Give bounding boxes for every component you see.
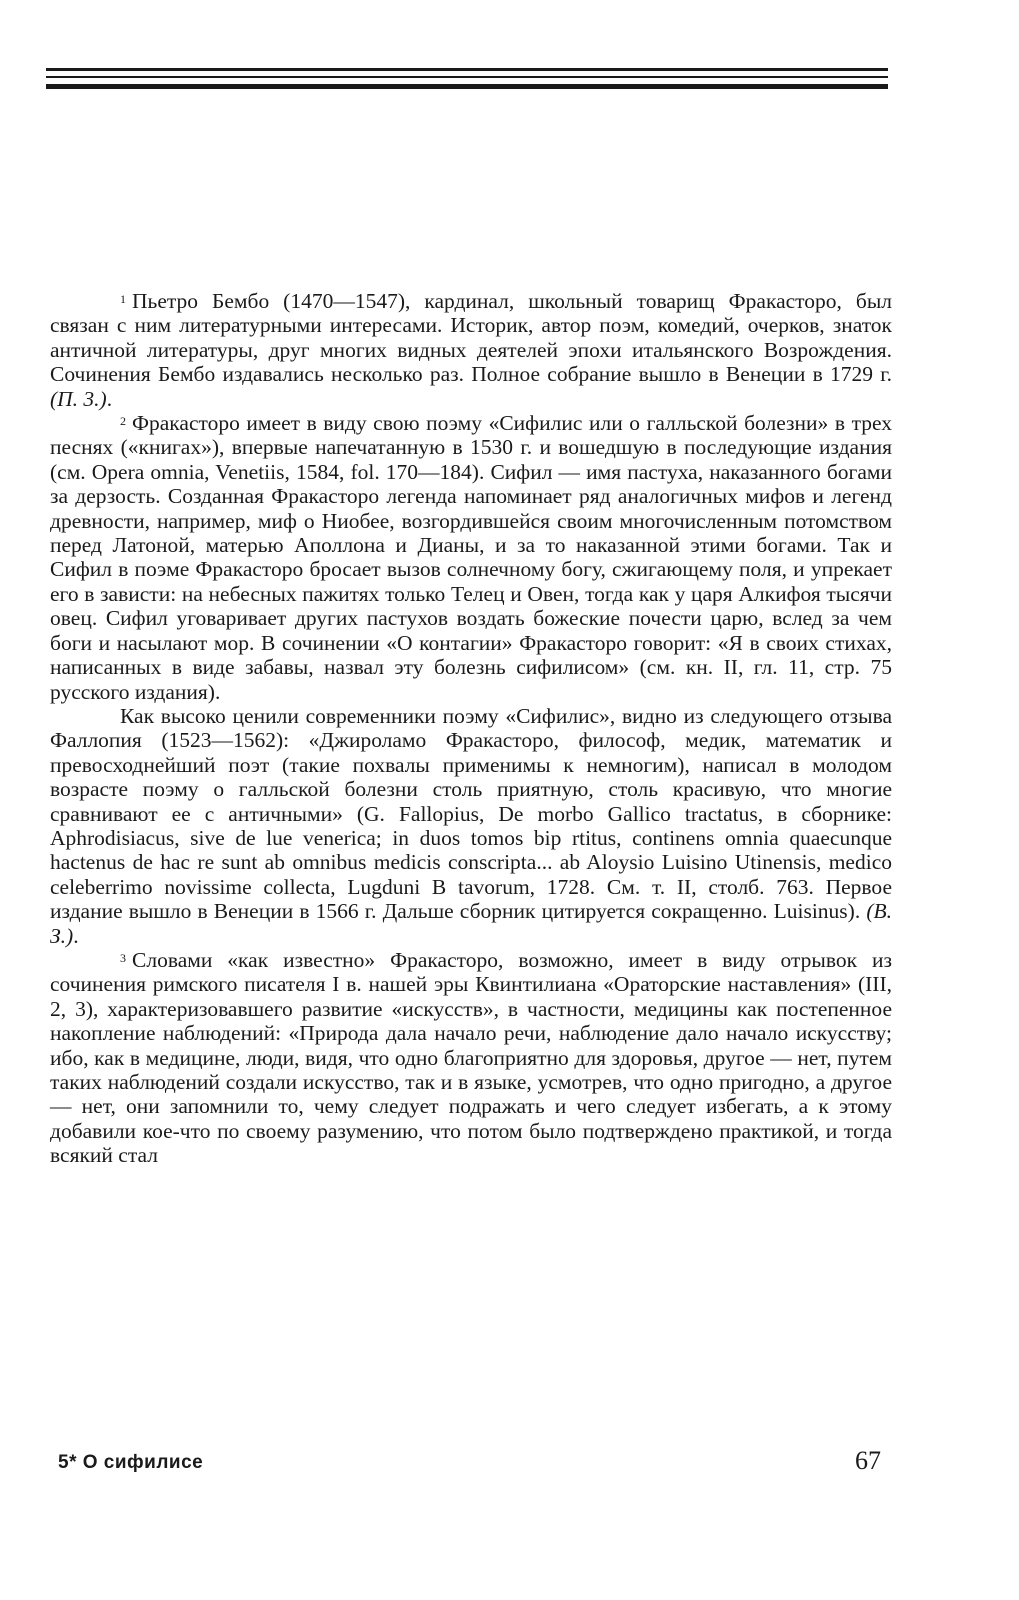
footnote-text-end: . — [106, 386, 113, 411]
header-rule-top — [46, 68, 888, 71]
footnote-1 — [50, 289, 892, 411]
footnotes-body — [50, 289, 892, 1168]
editor-initials: (В. З.) — [50, 899, 892, 948]
footnote-text-end: . — [73, 923, 79, 948]
editor-initials: (П. 3.) — [50, 386, 107, 411]
footnote-text: Как высоко ценили современники поэму «Сифилис», видно из следующего отзыва Фаллопия (1523—1562): «Джироламо Фракасторо, философ, медик, математик и превосходнейший поэт (такие похвалы применимы к немногим), написал в молодом возрасте поэму о галльской болезни столь приятную, столь красивую, что многие сравнивают ее с античными» (G. Fallopius, De morbo Gallico tractatus, в сборнике: Aphrodisiacus, sive de lue venerica; in duos tomos bip rtitus, continens omnia quaecunque hactenus de hac re sunt ab omnibus medicis conscripta... ab Aloysio Luisino Utinensis, medico celeberrimo novissime collecta, Lugduni B tavorum, 1728. См. т. II, столб. 763. Первое издание вышло в Венеции в 1566 г. Дальше сборник цитируется сокращенно. Luisinus). — [50, 703, 892, 924]
page-number: 67 — [855, 1446, 881, 1475]
printer-signature: 5* О сифилисе — [58, 1452, 204, 1473]
footnote-2 — [50, 411, 892, 704]
footnote-marker: 2 — [120, 413, 126, 428]
footnote-text: Фракасторо имеет в виду свою поэму «Сифилис или о галльской болезни» в трех песнях («книгах»), впервые напечатанную в 1530 г. и вошедшую в последующие издания (см. Opera omnia, Venetiis, 1584, fol. 170—184). Сифил — имя пастуха, наказанного богами за дерзость. Созданная Фракасторо легенда напоминает ряд аналогичных мифов и легенд древности, например, миф о Ниобее, возгордившейся своим многочисленным потомством перед Латоной, матерью Аполлона и Дианы, и за то наказанной этими богами. Так и Сифил в поэме Фракасторо бросает вызов солнечному богу, сжигающему поля, и упрекает его в зависти: на небесных пажитях только Телец и Овен, тогда как у царя Алкифоя тысячи овец. Сифил уговаривает других пастухов воздать божеские почести царю, вслед за чем боги и насылают мор. В сочинении «О контагии» Фракасторо говорит: «Я в своих стихах, написанных в виде забавы, назвал эту болезнь сифилисом» (см. кн. II, гл. 11, стр. 75 русского издания). — [50, 411, 892, 704]
footnote-2-continuation — [50, 704, 892, 948]
footnote-text: Словами «как известно» Фракасторо, возможно, имеет в виду отрывок из сочинения римского писателя I в. нашей эры Квинтилиана «Ораторские наставления» (III, 2, 3), характеризовавшего развитие «искусств», в частности, медицины как постепенное накопление наблюдений: «Природа дала начало речи, наблюдение дало начало искусству; ибо, как в медицине, люди, видя, что одно благоприятно для здоровья, другое — нет, путем таких наблюдений создали искусство, так и в языке, усмотрев, что одно пригодно, а другое — нет, они запомнили то, чему следует подражать и чего следует избегать, а к этому добавили кое-что по своему разумению, что потом было подтверждено практикой, и тогда всякий стал — [50, 947, 892, 1168]
footnote-marker: 3 — [120, 950, 126, 965]
header-rule-bottom — [46, 84, 888, 89]
footnote-text: Пьетро Бембо (1470—1547), кардинал, школьный товарищ Фракасторо, был связан с ним литературными интересами. Историк, автор поэм, комедий, очерков, знаток античной литературы, друг многих видных деятелей эпохи итальянского Возрождения. Сочинения Бембо издавались несколько раз. Полное собрание вышло в Венеции в 1729 г. — [50, 289, 892, 387]
header-rule-middle — [46, 76, 888, 78]
footnote-3 — [50, 948, 892, 1168]
footnote-marker: 1 — [120, 291, 126, 306]
